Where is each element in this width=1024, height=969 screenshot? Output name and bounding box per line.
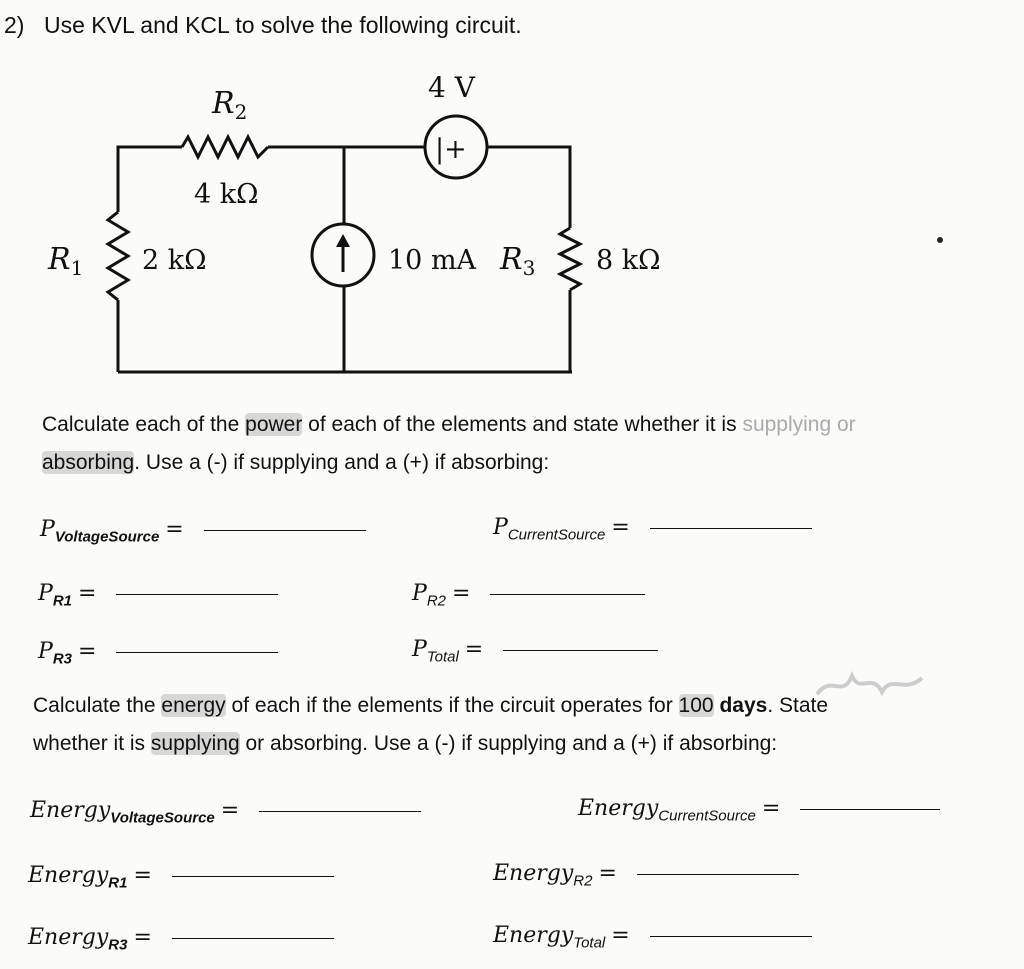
energy-r2-blank[interactable] bbox=[637, 873, 799, 875]
energy-r1: Energy$_{R1}$ = bbox=[28, 862, 334, 891]
energy-r3-blank[interactable] bbox=[172, 937, 334, 939]
question-title: Use KVL and KCL to solve the following circuit. bbox=[44, 12, 522, 38]
wire-top-right bbox=[488, 147, 570, 228]
energy-instructions-line1: Calculate the energy of each if the elements if the circuit operates for 100 days. State bbox=[33, 694, 829, 717]
power-instructions-line1: Calculate each of the power of each of the elements and state whether it is supplying or bbox=[42, 413, 856, 436]
energy-current-source: Energy$_{CurrentSource}$ = bbox=[578, 795, 940, 824]
power-instructions-line2: absorbing. Use a (-) if supplying and a (+) if absorbing: bbox=[42, 451, 550, 474]
voltage-symbol: |+ bbox=[435, 134, 467, 165]
r3-label: $R_3$ bbox=[500, 242, 536, 280]
energy-total-blank[interactable] bbox=[650, 935, 812, 937]
energy-instructions-line2: whether it is supplying or absorbing. Use a (-) if supplying and a (+) if absorbing: bbox=[33, 732, 778, 755]
power-voltage-source: $P_{VoltageSource}$ = bbox=[40, 516, 366, 545]
r1-value: 2 kΩ bbox=[142, 245, 207, 276]
r3-value: 8 kΩ bbox=[596, 245, 661, 276]
power-total-blank[interactable] bbox=[503, 649, 658, 651]
power-current-blank[interactable] bbox=[650, 527, 812, 529]
power-r3-blank[interactable] bbox=[116, 651, 278, 653]
power-r2: $P_{R2}$ = bbox=[412, 580, 645, 609]
power-instructions bbox=[42, 406, 856, 482]
wire-top-left bbox=[118, 147, 182, 212]
r1-resistor bbox=[108, 212, 128, 300]
r2-label: $R_2$ bbox=[212, 86, 248, 124]
power-r2-blank[interactable] bbox=[490, 593, 645, 595]
r2-resistor bbox=[182, 137, 268, 157]
energy-voltage-source: Energy$_{VoltageSource}$ = bbox=[30, 797, 421, 826]
voltage-value: 4 V bbox=[428, 71, 475, 104]
current-value: 10 mA bbox=[388, 245, 477, 276]
stray-dot bbox=[937, 237, 943, 243]
energy-voltage-blank[interactable] bbox=[259, 810, 421, 812]
power-r1: $P_{R1}$ = bbox=[38, 580, 278, 609]
energy-total: Energy$_{Total}$ = bbox=[493, 922, 812, 951]
pencil-scribble bbox=[812, 664, 932, 704]
power-total: $P_{Total}$ = bbox=[412, 636, 658, 665]
r2-value: 4 kΩ bbox=[194, 179, 259, 210]
power-current-source: $P_{CurrentSource}$ = bbox=[493, 514, 812, 543]
question-number: 2) bbox=[4, 12, 25, 38]
energy-current-blank[interactable] bbox=[800, 808, 940, 810]
current-arrowhead bbox=[336, 234, 350, 247]
energy-r2: Energy$_{R2}$ = bbox=[493, 860, 799, 889]
energy-r3: Energy$_{R3}$ = bbox=[28, 924, 334, 953]
energy-instructions bbox=[33, 687, 828, 763]
power-r1-blank[interactable] bbox=[116, 593, 278, 595]
power-r3: $P_{R3}$ = bbox=[38, 638, 278, 667]
circuit-diagram bbox=[0, 0, 1024, 400]
r1-label: $R_1$ bbox=[48, 242, 84, 280]
r3-resistor bbox=[560, 228, 580, 290]
energy-r1-blank[interactable] bbox=[172, 875, 334, 877]
power-voltage-blank[interactable] bbox=[204, 529, 366, 531]
